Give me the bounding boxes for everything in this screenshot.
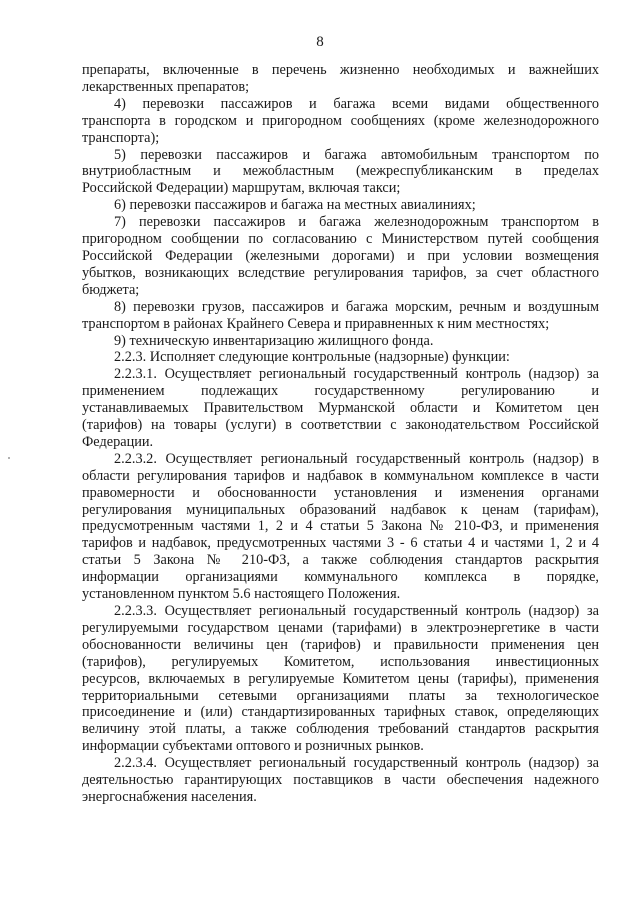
text-line: 6) перевозки пассажиров и багажа на местных авиалиниях; (114, 197, 476, 214)
text-line: территориальными сетевыми организациями платы за технологическое (82, 687, 599, 704)
text-line: транспортом в районах Крайнего Севера и приравненных к ним местностях; (82, 315, 550, 332)
text-line: внутриобластным и межобластным (межреспубликанским в пределах (82, 163, 599, 180)
text-line: 7) перевозки пассажиров и багажа железнодорожным транспортом в (114, 214, 599, 231)
text-line: величину этой платы, а также соблюдения требований стандартов раскрытия (82, 721, 599, 738)
text-line: лекарственных препаратов; (82, 78, 250, 95)
text-line: 8) перевозки грузов, пассажиров и багажа морским, речным и воздушным (114, 298, 599, 315)
text-line: (тарифов), регулируемых Комитетом, использования инвестиционных (82, 653, 599, 670)
page-number: 8 (316, 34, 324, 50)
text-line: убытков, возникающих вследствие регулирования тарифов, за счет областного (82, 264, 599, 281)
text-line: бюджета; (82, 281, 140, 298)
text-line: статьи 5 Закона № 210-ФЗ, а также соблюдения стандартов раскрытия (82, 552, 599, 569)
text-line: Федерации. (82, 433, 154, 450)
text-line: энергоснабжения населения. (82, 788, 257, 805)
text-line: 2.2.3. Исполняет следующие контрольные (надзорные) функции: (114, 349, 510, 366)
text-line: регулируемыми государством ценами (тарифами) в электроэнергетике в части (82, 619, 599, 636)
text-line: транспорта в городском и пригородном сообщениях (кроме железнодорожного (82, 112, 599, 129)
text-line: 4) перевозки пассажиров и багажа всеми видами общественного (114, 95, 599, 112)
text-line: регулирования муниципальных образований надбавок к ценам (тарифам), (82, 501, 599, 518)
text-line: 2.2.3.4. Осуществляет региональный государственный контроль (надзор) за (114, 755, 599, 772)
text-line: устанавливаемых Правительством Мурманской области и Комитетом цен (82, 400, 599, 417)
text-line: информации субъектами оптового и розничных рынков. (82, 738, 424, 755)
text-line: деятельностью гарантирующих поставщиков в части обеспечения надежного (82, 772, 599, 789)
text-line: Российской Федерации) маршрутам, включая такси; (82, 180, 401, 197)
text-line: 2.2.3.3. Осуществляет региональный государственный контроль (надзор) за (114, 603, 599, 619)
text-line: транспорта); (82, 129, 160, 146)
text-line: установленном пунктом 5.6 настоящего Положения. (82, 586, 401, 603)
text-line: 2.2.3.1. Осуществляет региональный государственный контроль (надзор) за (114, 366, 599, 383)
text-line: обоснованности величины цен (тарифов) и правильности применения цен (82, 636, 599, 653)
text-line: 9) техническую инвентаризацию жилищного фонда. (114, 332, 434, 349)
text-line: тарифов и надбавок, предусмотренных частями 3 - 6 статьи 4 и частями 1, 2 и 4 (82, 535, 599, 552)
text-line: применением подлежащих государственному регулированию и (82, 383, 599, 400)
text-line: предусмотренным частями 1, 2 и 4 статьи 5 Закона № 210-ФЗ, и применения (82, 518, 599, 535)
text-line: (тарифов) на товары (услуги) в соответствии с законодательством Российской (82, 417, 599, 434)
text-line: области регулирования тарифов и надбавок в коммунальном комплексе в части (82, 467, 599, 484)
document-body (82, 62, 599, 806)
text-line: 2.2.3.2. Осуществляет региональный государственный контроль (надзор) в (114, 450, 599, 467)
margin-speck (8, 457, 10, 459)
text-line: препараты, включенные в перечень жизненно необходимых и важнейших (82, 62, 599, 78)
text-line: Российской Федерации (железными дорогами) и при условии возмещения (82, 247, 599, 264)
text-line: информации организациями коммунального комплекса в порядке, (82, 569, 599, 586)
text-line: присоединение и (или) стандартизированных тарифных ставок, определяющих (82, 704, 599, 721)
text-line: 5) перевозки пассажиров и багажа автомобильным транспортом по (114, 146, 599, 163)
text-line: правомерности и обоснованности установления и изменения органами (82, 484, 599, 501)
text-line: пригородном сообщении по согласованию с Министерством путей сообщения (82, 231, 599, 248)
text-line: ресурсов, включаемых в регулируемые Комитетом цены (тарифы), применения (82, 670, 599, 687)
